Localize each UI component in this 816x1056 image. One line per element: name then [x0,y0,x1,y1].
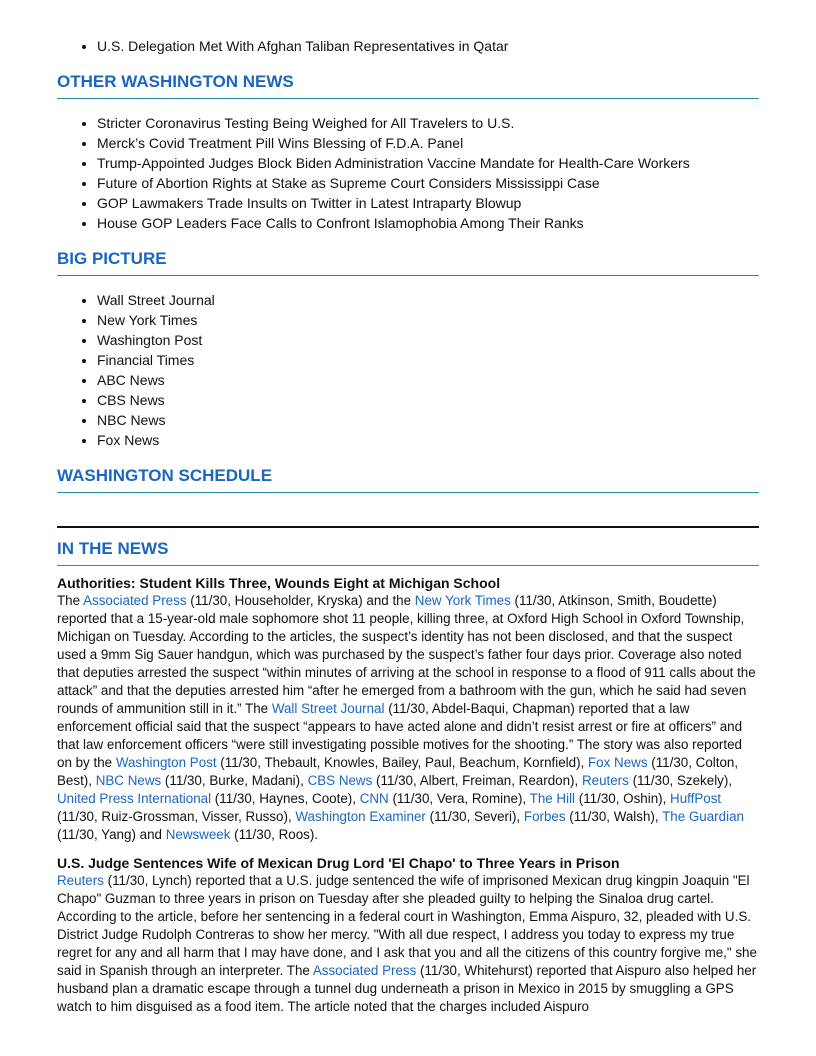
source-link[interactable]: Reuters [581,773,629,788]
list-item[interactable]: • Stricter Coronavirus Testing Being Weighed for All Travelers to U.S. [97,113,799,133]
list-item[interactable]: • Washington Post [97,330,799,350]
section-header-big-picture [57,248,759,276]
story-text: (11/30, Albert, Freiman, Reardon), [372,773,582,788]
list-item[interactable]: • GOP Lawmakers Trade Insults on Twitter in Latest Intraparty Blowup [97,193,799,213]
list-item[interactable]: • U.S. Delegation Met With Afghan Taliban Representatives in Qatar [97,36,799,56]
source-link[interactable]: The Hill [529,791,576,806]
section-header-in-the-news [57,538,759,566]
list-item[interactable]: • New York Times [97,310,799,330]
other-news-list [57,113,799,233]
story-text: (11/30, Householder, Kryska) and the [186,593,415,608]
list-item[interactable]: • CBS News [97,390,799,410]
story-1 [57,574,759,844]
source-link[interactable]: Fox News [587,755,648,770]
source-link[interactable]: New York Times [414,593,511,608]
source-link[interactable]: Washington Examiner [295,809,426,824]
story-text: (11/30, Atkinson, Smith, Boudette) reported that a 15-year-old male sophomore shot 11 people, killing three, at Oxford High School in Oxford Township, Michigan on Tuesday. According to the articles, the suspect’s identity has not been disclosed, and that the suspect used a 9mm Sig Sauer handgun, which was purchased by the suspect’s father four days prior. Coverage also noted that deputies arrested the suspect “within minutes of arriving at the school in response to a flood of 911 calls about the attack” and that the deputies arrested him “after he emerged from a bathroom with the gun, which he said had seven rounds of ammunition still in it.” The [57,593,756,716]
story-text: (11/30, Haynes, Coote), [211,791,360,806]
story-text: (11/30, Lynch) reported that a U.S. judge sentenced the wife of imprisoned Mexican drug kingpin Joaquin "El Chapo" Guzman to three years in prison on Tuesday after she pleaded guilty to helping the Sinaloa drug cartel. According to the article, before her sentencing in a federal court in Washington, Emma Aispuro, 32, pleaded with U.S. District Judge Rudolph Contreras to show her mercy. "With all due respect, I address you today to express my true regret for any and all harm that I may have done, and I ask that you and all the citizens of this country forgive me," she said in Spanish through an interpreter. The [57,873,757,978]
list-item[interactable]: • Future of Abortion Rights at Stake as Supreme Court Considers Mississippi Case [97,173,799,193]
source-link[interactable]: Associated Press [83,593,187,608]
source-link[interactable]: CBS News [307,773,373,788]
story-2 [57,854,759,1026]
story-text: (11/30, Roos). [230,827,319,842]
story-text: (11/30, Thebault, Knowles, Bailey, Paul, Beachum, Kornfield), [216,755,588,770]
section-header-other-news [57,71,759,99]
list-item[interactable]: • Fox News [97,430,799,450]
source-link[interactable]: CNN [359,791,389,806]
story-text: (11/30, Yang) and [57,827,166,842]
story-text: (11/30, Whitehurst) reported that Aispuro also helped her husband plan a dramatic escape through a tunnel dug underneath a prison in Mexico in 2015 by smuggling a GPS watch to him disguised as a food item. The article noted that the charges included Aispuro [57,963,757,1014]
story-text: (11/30, Colton, Best), [57,755,739,788]
story-body [57,592,759,844]
section-title: BIG PICTURE [57,249,167,268]
source-link[interactable]: Forbes [523,809,566,824]
top-list [57,36,799,56]
story-text: (11/30, Walsh), [565,809,663,824]
story-text: (11/30, Abdel-Baqui, Chapman) reported that a law enforcement official said that the suspect “appears to have acted alone and didn’t resist arrest or fire at officers” and that law enforcement officers “were still investigating possible motives for the shooting.” The story was also reported on by the [57,701,743,770]
source-link[interactable]: Associated Press [312,963,417,978]
list-item[interactable]: • Wall Street Journal [97,290,799,310]
source-link[interactable]: Reuters [57,873,104,888]
section-title: IN THE NEWS [57,539,169,558]
section-title: OTHER WASHINGTON NEWS [57,72,294,91]
section-divider [57,526,759,528]
list-item[interactable]: • Merck’s Covid Treatment Pill Wins Blessing of F.D.A. Panel [97,133,799,153]
story-text: The [57,593,84,608]
list-item[interactable]: • NBC News [97,410,799,430]
story-title: U.S. Judge Sentences Wife of Mexican Drug Lord 'El Chapo' to Three Years in Prison [57,855,620,871]
list-item[interactable]: • House GOP Leaders Face Calls to Confront Islamophobia Among Their Ranks [97,213,799,233]
source-link[interactable]: HuffPost [670,791,722,806]
source-link[interactable]: The Guardian [662,809,744,824]
story-body [57,872,759,1016]
list-item[interactable]: • Financial Times [97,350,799,370]
big-picture-list [57,290,799,450]
story-text: (11/30, Severi), [425,809,524,824]
story-text: (11/30, Burke, Madani), [161,773,308,788]
section-title: WASHINGTON SCHEDULE [57,466,273,485]
story-title: Authorities: Student Kills Three, Wounds Eight at Michigan School [57,575,501,591]
story-text: (11/30, Vera, Romine), [388,791,530,806]
source-link[interactable]: NBC News [95,773,162,788]
source-link[interactable]: Washington Post [115,755,217,770]
list-item[interactable]: • Trump-Appointed Judges Block Biden Administration Vaccine Mandate for Health-Care Workers [97,153,799,173]
source-link[interactable]: United Press International [57,791,212,806]
section-header-schedule [57,465,759,493]
source-link[interactable]: Wall Street Journal [271,701,385,716]
list-item[interactable]: • ABC News [97,370,799,390]
story-text: (11/30, Szekely), [628,773,733,788]
source-link[interactable]: Newsweek [165,827,231,842]
story-text: (11/30, Oshin), [575,791,671,806]
story-text: (11/30, Ruiz-Grossman, Visser, Russo), [57,809,296,824]
